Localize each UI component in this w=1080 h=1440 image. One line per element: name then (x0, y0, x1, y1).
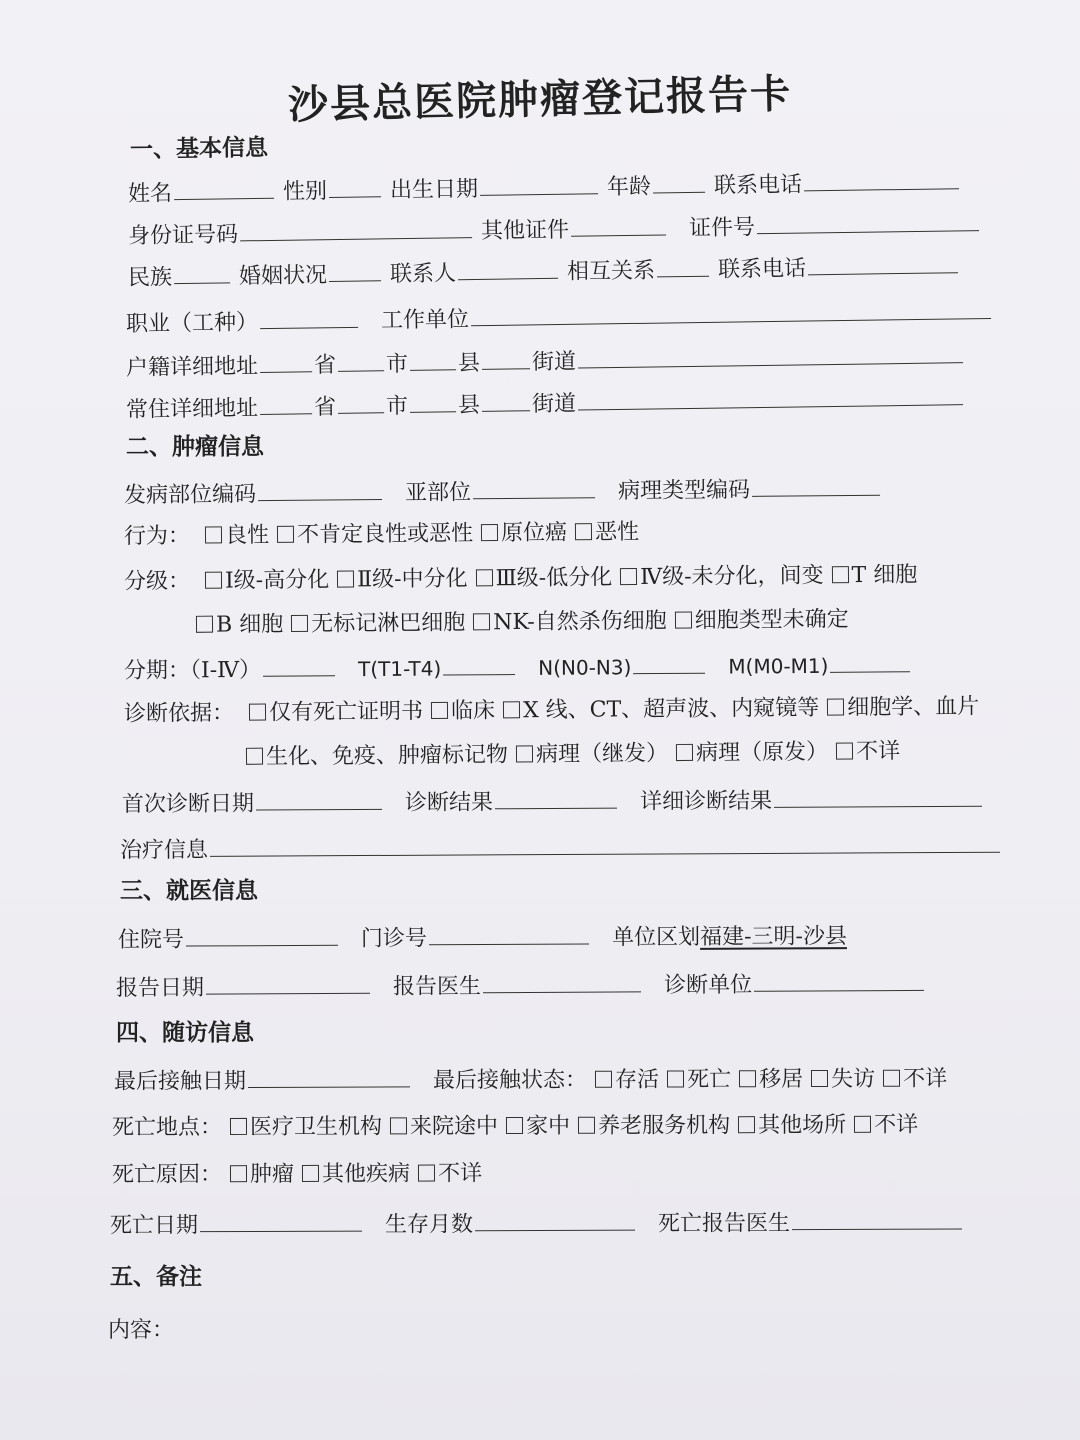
grade-option-label: 细胞类型未确定 (694, 607, 849, 634)
basis-checkbox[interactable] (827, 698, 844, 715)
last-status-option-label: 存活 (614, 1067, 660, 1093)
behavior-option[interactable] (473, 520, 567, 546)
basis-option-label: 病理（继发） (535, 741, 669, 768)
stage-field[interactable] (263, 653, 335, 677)
ethnic-field[interactable] (174, 260, 230, 284)
section-visit-heading: 三、就医信息 (120, 877, 258, 904)
death-doctor-label: 死亡报告医生 (657, 1211, 791, 1237)
inpatient-field[interactable] (186, 923, 338, 947)
death-place-option[interactable] (846, 1113, 918, 1138)
basis-option[interactable] (828, 739, 900, 765)
behavior-options (197, 520, 639, 549)
basis-options-row1 (241, 694, 979, 725)
contact-field[interactable] (458, 256, 558, 280)
cur-addr-prov-field[interactable] (260, 391, 312, 415)
cur-province-label: 省 (313, 394, 337, 421)
death-place-option-label: 家中 (526, 1113, 571, 1139)
death-cause-options (222, 1161, 482, 1187)
row-death-date (110, 1207, 964, 1242)
other-cert-label: 其他证件 (480, 217, 570, 245)
basis-checkbox[interactable] (431, 702, 448, 719)
grade-option[interactable] (667, 607, 849, 634)
grade-option[interactable] (329, 566, 468, 592)
basis-options-row2 (238, 739, 900, 770)
site-code-field[interactable] (258, 477, 382, 501)
path-code-label: 病理类型编码 (617, 477, 751, 504)
basis-option-label: 细胞学、血片 (847, 694, 980, 721)
basis-label: 诊断依据： (123, 700, 235, 727)
cert-no-label: 证件号 (688, 215, 756, 242)
death-place-checkbox[interactable] (738, 1116, 755, 1133)
path-code-field[interactable] (752, 473, 880, 497)
grade-checkbox[interactable] (196, 616, 213, 633)
occupation-field[interactable] (260, 305, 358, 329)
cur-county-label: 县 (457, 392, 481, 419)
grade-option[interactable] (465, 609, 667, 636)
death-place-option[interactable] (730, 1113, 846, 1138)
relation-label: 相互关系 (566, 258, 656, 285)
death-place-option[interactable] (570, 1113, 730, 1139)
row-basis-1 (124, 692, 979, 729)
detail-result-field[interactable] (774, 784, 982, 808)
first-date-label: 首次诊断日期 (121, 791, 255, 818)
basis-option[interactable] (241, 699, 423, 726)
region-value: 福建-三明-沙县 (699, 924, 847, 950)
basis-option-label: 生化、免疫、肿瘤标记物 (265, 742, 509, 770)
reg-province-label: 省 (313, 352, 337, 379)
death-cause-option-label: 其他疾病 (321, 1161, 411, 1187)
region-label: 单位区划 (611, 924, 701, 951)
sex-label: 性别 (282, 179, 328, 205)
grade-option[interactable] (283, 610, 465, 637)
diag-result-label: 诊断结果 (404, 790, 494, 816)
last-status-label: 最后接触状态： (432, 1067, 588, 1094)
diag-unit-field[interactable] (754, 968, 924, 992)
report-date-field[interactable] (206, 971, 370, 995)
death-place-option-label: 医疗卫生机构 (249, 1114, 383, 1140)
basis-checkbox[interactable] (246, 748, 263, 765)
grade-option-label: NK-自然杀伤细胞 (493, 608, 667, 636)
death-cause-option[interactable] (294, 1162, 410, 1187)
age-label: 年龄 (606, 174, 652, 201)
remarks-content-label: 内容： (108, 1318, 175, 1343)
basis-checkbox[interactable] (516, 745, 533, 762)
last-contact-date-label: 最后接触日期 (113, 1068, 247, 1095)
last-status-option[interactable] (659, 1067, 731, 1092)
phone2-field[interactable] (808, 250, 958, 275)
behavior-checkbox[interactable] (205, 526, 222, 543)
birth-field[interactable] (480, 171, 598, 196)
phone-field[interactable] (804, 166, 959, 191)
report-date-label: 报告日期 (115, 975, 205, 1002)
cur-city-label: 市 (385, 393, 409, 420)
last-status-options (587, 1067, 947, 1093)
grade-label: 分级： (123, 568, 191, 595)
name-field[interactable] (174, 176, 274, 200)
last-status-checkbox[interactable] (667, 1070, 684, 1087)
row-cur-addr (126, 382, 965, 426)
basis-option[interactable] (238, 743, 508, 770)
t-stage-label: T(T1-T4) (358, 656, 442, 682)
death-cause-checkbox[interactable] (418, 1165, 435, 1182)
row-reg-addr (126, 340, 965, 384)
last-status-option-label: 死亡 (687, 1067, 732, 1093)
occupation-label: 职业（工种） (125, 310, 259, 338)
site-code-label: 发病部位编码 (123, 482, 257, 509)
m-stage-label: M(M0-M1) (728, 653, 829, 679)
row-name (128, 166, 961, 210)
row-diagnosis (122, 784, 984, 821)
behavior-checkbox[interactable] (481, 524, 498, 541)
form-title: 沙县总医院肿瘤登记报告卡 (287, 70, 793, 129)
grade-checkbox[interactable] (291, 615, 308, 632)
section-followup-heading: 四、随访信息 (116, 1019, 254, 1046)
grade-checkbox[interactable] (475, 569, 492, 586)
treatment-label: 治疗信息 (119, 837, 209, 864)
death-place-label: 死亡地点： (111, 1115, 223, 1141)
marital-label: 婚姻状况 (238, 263, 328, 290)
last-status-option[interactable] (875, 1067, 947, 1092)
age-field[interactable] (653, 170, 705, 194)
last-status-option-label: 不详 (903, 1066, 948, 1092)
row-basis-2 (238, 737, 900, 773)
reg-addr-prov-field[interactable] (260, 349, 312, 373)
diag-result-field[interactable] (495, 786, 617, 810)
basis-checkbox[interactable] (249, 703, 266, 720)
last-status-option-label: 移居 (759, 1067, 804, 1093)
report-doctor-field[interactable] (483, 969, 641, 993)
death-cause-checkbox[interactable] (302, 1165, 319, 1182)
reg-addr-street-field[interactable] (482, 346, 530, 370)
t-stage-field[interactable] (443, 652, 515, 676)
behavior-option-label: 不肯定良性或恶性 (296, 521, 474, 548)
basis-option-label: 不详 (855, 739, 901, 765)
reg-city-label: 市 (385, 351, 409, 378)
subsite-label: 亚部位 (404, 480, 472, 506)
row-hospital-no (118, 920, 847, 956)
basis-option[interactable] (495, 696, 819, 724)
ethnic-label: 民族 (127, 265, 173, 291)
death-cause-option[interactable] (410, 1161, 482, 1186)
reg-addr-county-field[interactable] (410, 347, 456, 371)
grade-option-label: Ⅰ级-高分化 (224, 567, 330, 594)
outpatient-field[interactable] (429, 921, 589, 945)
last-status-checkbox[interactable] (595, 1071, 612, 1088)
death-place-checkbox[interactable] (854, 1116, 871, 1133)
cur-addr-county-field[interactable] (410, 389, 456, 413)
behavior-option-label: 恶性 (594, 519, 640, 546)
survival-months-field[interactable] (475, 1208, 635, 1232)
m-stage-field[interactable] (830, 649, 910, 673)
cur-street-label: 街道 (531, 391, 577, 418)
basis-option[interactable] (508, 741, 668, 767)
behavior-checkbox[interactable] (277, 526, 294, 543)
death-place-option[interactable] (498, 1114, 570, 1139)
survival-months-label: 生存月数 (384, 1212, 474, 1238)
cur-addr-label: 常住详细地址 (125, 396, 259, 423)
other-cert-field[interactable] (571, 212, 666, 236)
death-cause-option-label: 不详 (438, 1161, 483, 1187)
row-occupation (126, 296, 993, 340)
last-status-checkbox[interactable] (883, 1070, 900, 1087)
death-doctor-field[interactable] (792, 1207, 962, 1231)
idno-field[interactable] (240, 215, 472, 241)
detail-result-label: 详细诊断结果 (639, 788, 773, 815)
row-ethnic (128, 250, 960, 294)
reg-addr-label: 户籍详细地址 (125, 354, 259, 381)
row-behavior (124, 518, 639, 552)
report-doctor-label: 报告医生 (392, 974, 482, 1000)
grade-option[interactable] (823, 563, 917, 589)
basis-option-label: 临床 (450, 698, 496, 724)
last-status-option[interactable] (731, 1067, 803, 1092)
row-grade-1 (124, 561, 918, 598)
row-report (116, 968, 926, 1004)
cur-addr-detail-field[interactable] (578, 382, 963, 410)
grade-checkbox[interactable] (337, 570, 354, 587)
basis-option-label: X 线、CT、超声波、内窥镜等 (522, 695, 820, 724)
death-place-option[interactable] (222, 1114, 382, 1140)
treatment-field[interactable] (210, 830, 1000, 857)
reg-addr-city-field[interactable] (338, 348, 384, 372)
last-status-checkbox[interactable] (739, 1070, 756, 1087)
cert-no-field[interactable] (757, 208, 979, 234)
death-place-option-label: 不详 (874, 1112, 919, 1138)
subsite-field[interactable] (473, 475, 595, 499)
workplace-field[interactable] (471, 296, 991, 326)
row-last-contact (114, 1063, 947, 1098)
death-place-options (222, 1113, 918, 1140)
cur-addr-street-field[interactable] (482, 388, 530, 412)
stage-label: 分期：（Ⅰ-Ⅳ） (123, 657, 262, 684)
basis-option-label: 病理（原发） (695, 739, 829, 766)
row-treatment (120, 830, 1002, 867)
grade-checkbox[interactable] (205, 572, 222, 589)
death-cause-option-label: 肿瘤 (249, 1162, 295, 1188)
cur-addr-city-field[interactable] (338, 390, 384, 414)
section-tumor-heading: 二、肿瘤信息 (126, 433, 264, 460)
death-date-label: 死亡日期 (109, 1213, 199, 1239)
grade-checkbox[interactable] (675, 611, 692, 628)
behavior-option-label: 良性 (224, 522, 270, 549)
death-place-option[interactable] (382, 1114, 498, 1139)
sex-field[interactable] (329, 174, 381, 198)
reg-county-label: 县 (457, 350, 481, 377)
idno-label: 身份证号码 (127, 222, 239, 249)
last-status-checkbox[interactable] (811, 1070, 828, 1087)
death-place-checkbox[interactable] (230, 1118, 247, 1135)
outpatient-label: 门诊号 (360, 926, 428, 952)
basis-option[interactable] (819, 694, 979, 720)
grade-option-label: 无标记淋巴细胞 (311, 610, 466, 637)
death-place-option-label: 其他场所 (758, 1112, 847, 1139)
row-grade-2 (188, 605, 849, 641)
death-place-checkbox[interactable] (578, 1117, 595, 1134)
behavior-option[interactable] (567, 520, 639, 546)
last-status-option[interactable] (803, 1067, 875, 1092)
grade-option-label: B 细胞 (215, 612, 284, 638)
reg-street-label: 街道 (531, 349, 577, 376)
marital-field[interactable] (329, 258, 381, 282)
behavior-option[interactable] (197, 523, 269, 549)
workplace-label: 工作单位 (380, 307, 470, 334)
name-label: 姓名 (127, 181, 173, 207)
behavior-option-label: 原位癌 (500, 520, 568, 546)
n-stage-field[interactable] (633, 651, 705, 675)
behavior-label: 行为： (123, 523, 191, 550)
phone2-label: 联系电话 (717, 256, 807, 283)
section-remarks-heading: 五、备注 (110, 1263, 202, 1290)
death-cause-checkbox[interactable] (230, 1165, 247, 1182)
grade-option-label: Ⅱ级-中分化 (357, 566, 468, 593)
grade-checkbox[interactable] (832, 566, 849, 583)
last-status-option[interactable] (587, 1068, 659, 1093)
grade-checkbox[interactable] (620, 568, 637, 585)
basis-checkbox[interactable] (676, 744, 693, 761)
grade-checkbox[interactable] (473, 613, 490, 630)
birth-label: 出生日期 (389, 176, 479, 204)
grade-options-row1 (197, 563, 917, 594)
first-date-field[interactable] (256, 787, 382, 811)
relation-field[interactable] (657, 254, 709, 278)
death-cause-label: 死亡原因： (111, 1162, 223, 1188)
death-place-checkbox[interactable] (506, 1117, 523, 1134)
last-contact-date-field[interactable] (248, 1064, 410, 1088)
grade-option-label: Ⅲ级-低分化 (495, 565, 613, 592)
last-status-option-label: 失访 (831, 1066, 876, 1092)
contact-label: 联系人 (389, 261, 457, 288)
row-death-cause (112, 1159, 482, 1190)
grade-options-row2 (188, 607, 849, 638)
behavior-checkbox[interactable] (575, 523, 592, 540)
death-cause-option[interactable] (222, 1162, 294, 1187)
grade-option-label: Ⅳ级-未分化，间变 (640, 563, 824, 590)
n-stage-label: N(N0-N3) (538, 655, 632, 680)
grade-option[interactable] (188, 612, 283, 638)
basis-checkbox[interactable] (503, 701, 520, 718)
row-death-place (112, 1111, 918, 1144)
basis-option[interactable] (668, 740, 828, 766)
section-basic-heading: 一、基本信息 (129, 134, 269, 163)
grade-option-label: T 细胞 (851, 562, 918, 589)
death-place-checkbox[interactable] (390, 1117, 407, 1134)
row-stage (124, 649, 913, 687)
phone-label: 联系电话 (713, 172, 803, 199)
basis-option-label: 仅有死亡证明书 (268, 699, 424, 726)
row-site (124, 473, 882, 512)
grade-option[interactable] (612, 563, 824, 590)
grade-option[interactable] (467, 565, 612, 591)
death-place-option-label: 养老服务机构 (598, 1113, 731, 1139)
death-date-field[interactable] (200, 1209, 362, 1233)
grade-option[interactable] (197, 568, 329, 594)
reg-addr-detail-field[interactable] (578, 340, 963, 368)
basis-option[interactable] (423, 698, 495, 724)
inpatient-label: 住院号 (117, 927, 185, 953)
death-place-option-label: 来院途中 (409, 1114, 499, 1140)
basis-checkbox[interactable] (836, 743, 853, 760)
row-id (128, 208, 981, 252)
diag-unit-label: 诊断单位 (663, 972, 753, 999)
behavior-option[interactable] (269, 521, 473, 548)
